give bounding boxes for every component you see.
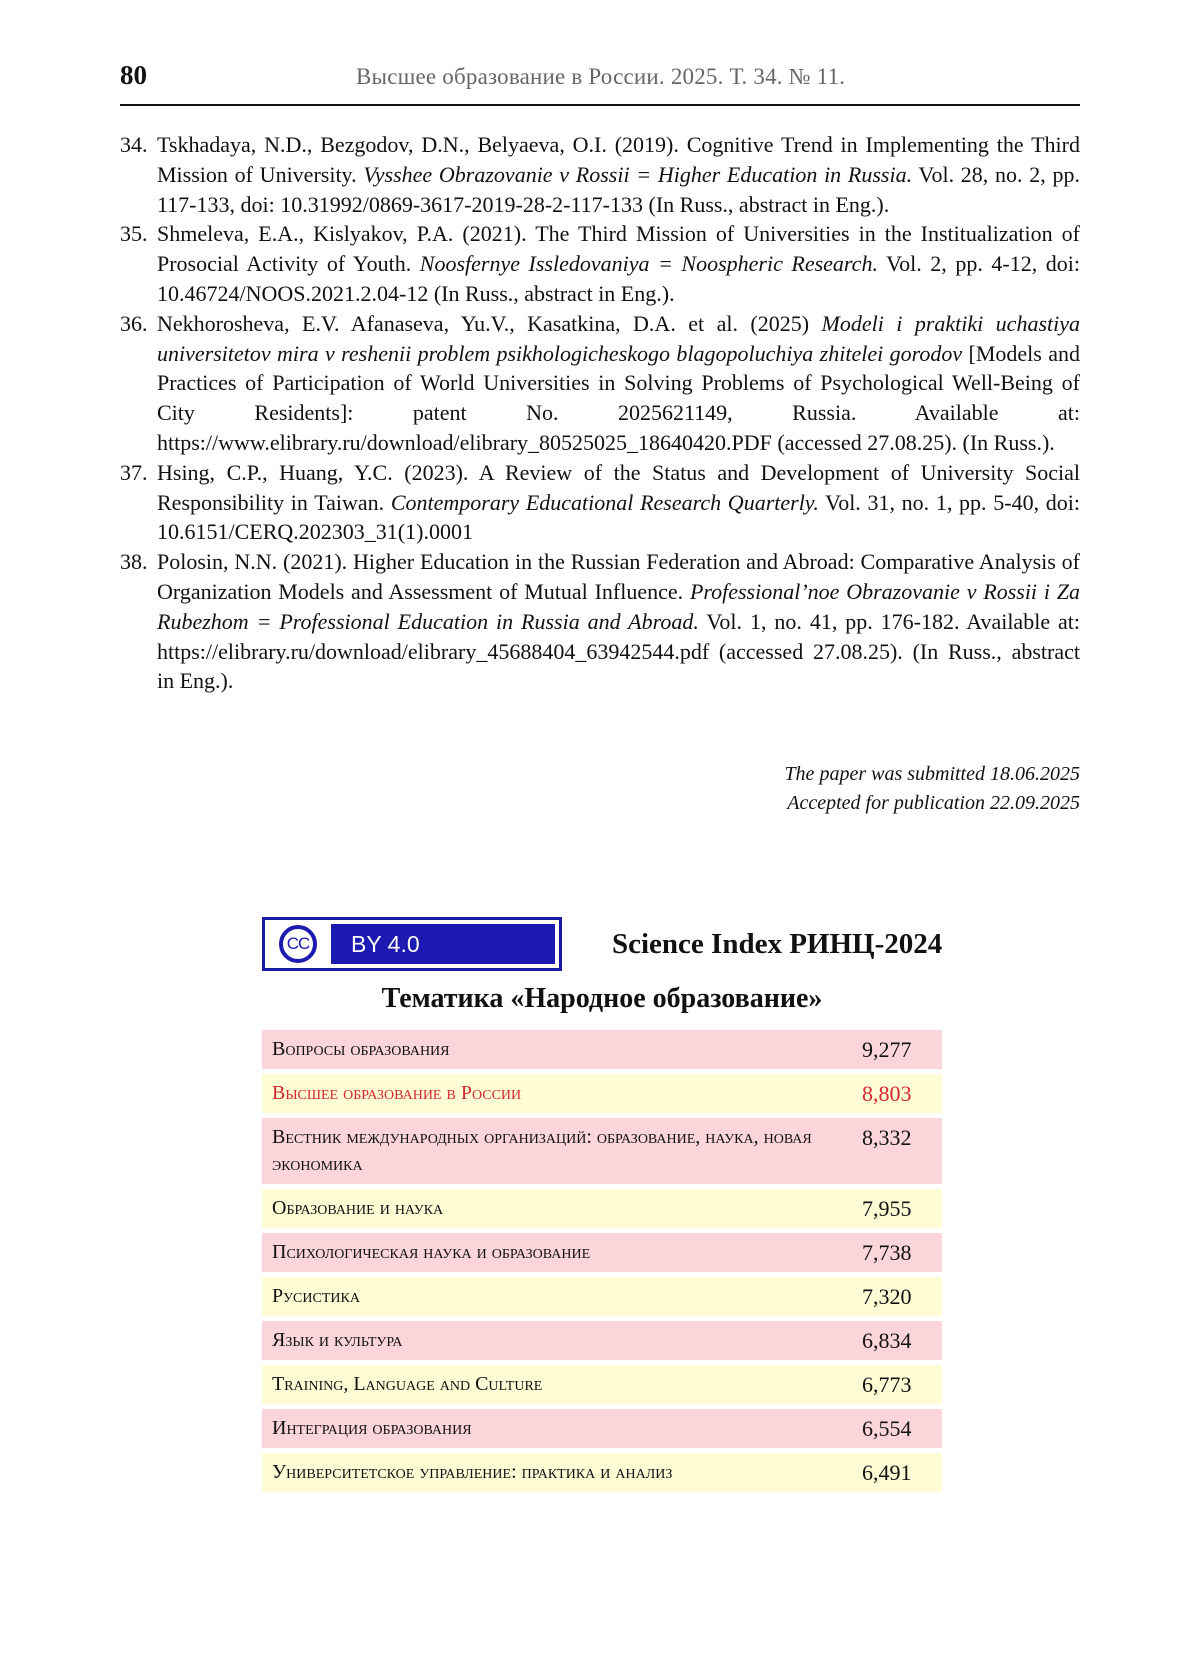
journal-name: Интеграция образования [272,1417,472,1439]
journal-title: Высшее образование в России. 2025. Т. 34. № 11. [356,64,846,89]
index-value: 7,320 [862,1284,912,1309]
reference-item [120,458,1080,547]
thematic-title: Тематика «Народное образование» [381,983,823,1014]
reference-source: Professional’noe Obrazovanie v Rossii i Za Rubezhom = Professional Education in Russia and Abroad. [157,578,1080,634]
reference-source: Noosfernye Issledovaniya = Noospheric Research. [419,251,878,277]
journal-name: Высшее образование в России [272,1082,522,1104]
cc-license-badge [262,917,562,971]
reference-list [120,130,1080,696]
index-value: 7,738 [862,1240,912,1265]
reference-number: 35. [120,221,148,247]
reference-source: Modeli i praktiki uchastiya universitetov mira v reshenii problem psikhologicheskogo blagopoluchiya zhitelei gorodov [157,310,1080,366]
submission-dates [784,760,1080,818]
accepted-date: Accepted for publication 22.09.2025 [787,792,1080,814]
reference-item [120,547,1080,696]
index-value: 7,955 [862,1196,912,1221]
page-header [120,58,1080,106]
reference-details: [Models and Practices of Participation of World Universities in Solving Problems of Psychological Well-Being of City Residents]: patent No. 2025621149, Russia. Available at: https://www.elibrary.ru/download/elibrary_80525025_18640420.PDF (accessed 27.08.25). (In Russ.). [157,340,1081,455]
table-row [262,1277,942,1316]
index-value: 6,834 [862,1328,912,1353]
table-row [262,1233,942,1272]
reference-source: Vysshee Obrazovanie v Rossii = Higher Education in Russia. [363,161,913,187]
reference-source: Contemporary Educational Research Quarterly. [390,489,819,515]
reference-text: Polosin, N.N. (2021). Higher Education in the Russian Federation and Abroad: Comparative Analysis of Organization Models and Assessment of Mutual Influence. [157,549,1080,604]
table-row [262,1118,942,1184]
table-row [262,1189,942,1228]
page-number: 80 [120,60,147,90]
reference-details: Vol. 28, no. 2, pp. 117-133, doi: 10.31992/0869-3617-2019-28-2-117-133 (In Russ., abstract in Eng.). [157,161,1080,217]
reference-details: Vol. 31, no. 1, pp. 5-40, doi: 10.6151/CERQ.202303_31(1).0001 [157,489,1080,545]
table-row [262,1321,942,1360]
reference-number: 34. [120,132,148,157]
reference-item [120,309,1080,458]
journal-name: Вопросы образования [272,1038,450,1060]
reference-text: Tskhadaya, N.D., Bezgodov, D.N., Belyaeva, O.I. (2019). Cognitive Trend in Implementing the Third Mission of University. [157,132,1080,187]
index-value: 6,554 [862,1416,912,1441]
reference-text: Nekhorosheva, E.V. Afanaseva, Yu.V., Kasatkina, D.A. et al. (2025) [157,310,822,336]
reference-number: 36. [120,310,148,336]
journal-name: Психологическая наука и образование [272,1241,591,1263]
table-row [262,1453,942,1492]
index-value: 8,332 [862,1125,912,1150]
license-text: BY 4.0 [351,930,420,957]
table-row [262,1365,942,1404]
reference-item [120,219,1080,308]
table-row [262,1030,942,1069]
reference-number: 37. [120,459,148,485]
science-index-title: Science Index РИНЦ-2024 [612,928,943,960]
submitted-date: The paper was submitted 18.06.2025 [784,763,1080,785]
index-value: 6,773 [862,1372,912,1397]
index-value: 8,803 [862,1081,912,1106]
reference-details: Vol. 2, pp. 4-12, doi: 10.46724/NOOS.2021.2.04-12 (In Russ., abstract in Eng.). [157,251,1080,306]
ranking-table [262,1030,942,1497]
reference-details: Vol. 1, no. 41, pp. 176-182. Available at: https://elibrary.ru/download/elibrary_45688404_63942544.pdf (accessed 27.08.25). (In Russ., abstract in Eng.). [157,608,1080,694]
reference-text: Hsing, C.P., Huang, Y.C. (2023). A Review of the Status and Development of University Social Responsibility in Taiwan. [157,459,1080,515]
journal-name: Training, Language and Culture [272,1373,543,1395]
index-value: 6,491 [862,1460,912,1485]
reference-item [120,130,1080,219]
reference-text: Shmeleva, E.A., Kislyakov, P.A. (2021). The Third Mission of Universities in the Institualization of Prosocial Activity of Youth. [157,221,1080,277]
journal-name: Университетское управление: практика и анализ [272,1461,673,1483]
journal-name: Образование и наука [272,1197,444,1219]
table-row [262,1074,942,1113]
cc-icon: CC [279,925,317,963]
journal-name: Русистика [272,1285,360,1307]
index-value: 9,277 [862,1037,912,1062]
journal-name: Язык и культура [272,1329,403,1351]
table-row [262,1409,942,1448]
reference-number: 38. [120,549,148,575]
journal-name: Вестник международных организаций: образование, наука, новая экономика [272,1126,812,1175]
